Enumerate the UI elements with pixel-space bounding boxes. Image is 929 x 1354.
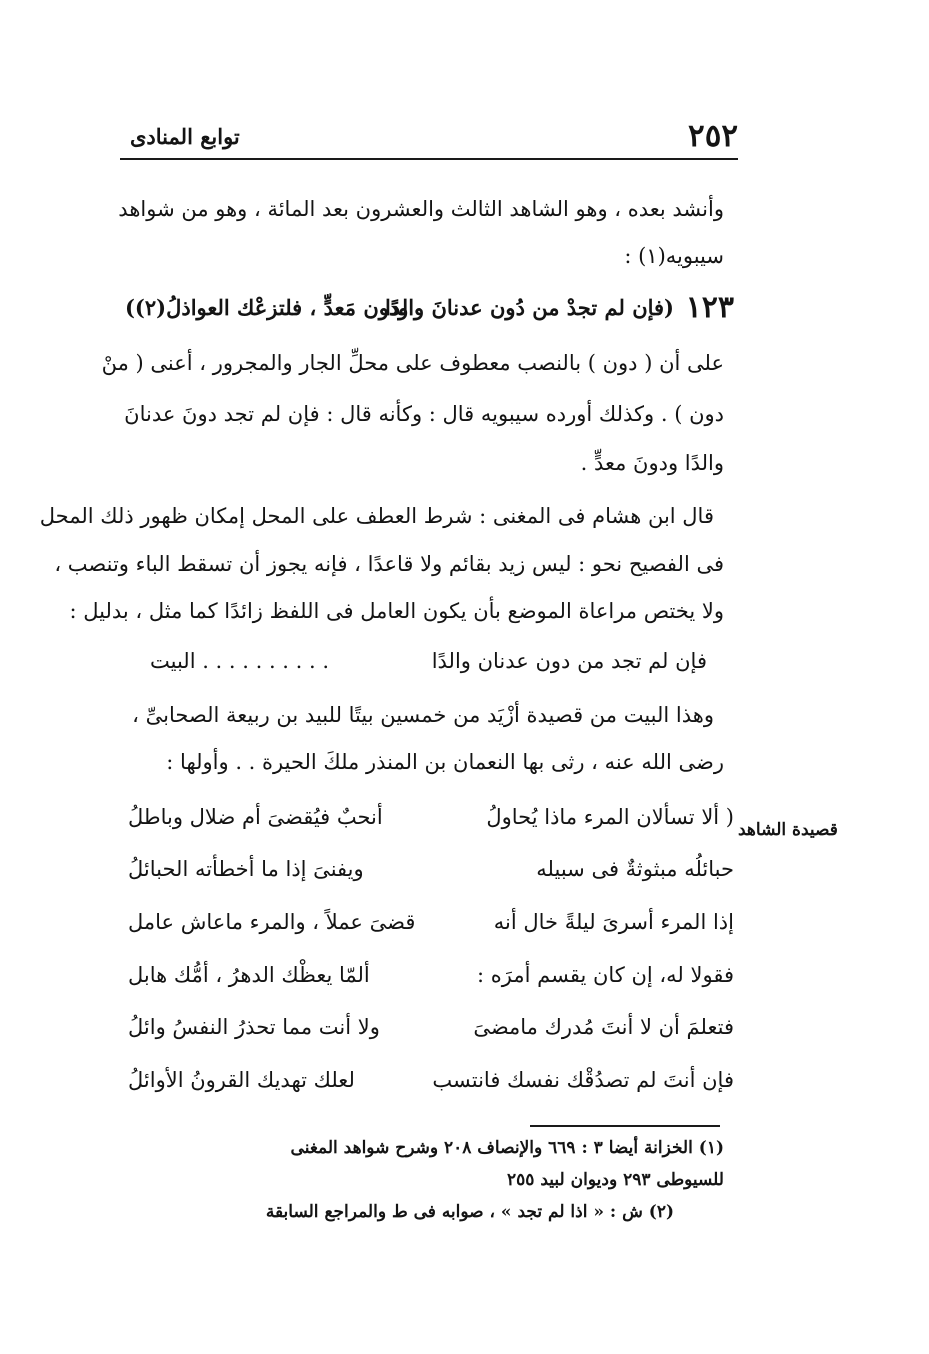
intro-line-2: سيبويه(١) : (624, 244, 724, 268)
poem-verse (128, 963, 734, 997)
main-verse-second-hemistich: ودون مَعدٍّ ، فلتزعْك العواذلُ(٢)) (125, 295, 409, 320)
margin-note: قصيدة الشاهد (738, 820, 838, 840)
intro-line-1: وأنشد بعده ، وهو الشاهد الثالث والعشرون بعد المائة ، وهو من شواهد (118, 197, 724, 221)
page-number: ٢٥٢ (688, 118, 738, 154)
quoted-verse-first: فإن لم تجد من دون عدنان والدًا (431, 649, 707, 673)
paragraph-line: فى الفصيح نحو : ليس زيد بقائم ولا قاعدًا ، فإنه يجوز أن تسقط الباء وتنصب ، (54, 552, 724, 576)
page-header (120, 118, 738, 158)
footnote-1-line-2: للسيوطى ٢٩٣ وديوان لبيد ٢٥٥ (507, 1170, 724, 1190)
commentary-line: على أن ( دون ) بالنصب معطوف على محلِّ الجار والمجرور ، أعنى ( منْ (101, 351, 724, 375)
running-title: توابع المنادى (130, 124, 240, 149)
poem-second-hemistich: قضىَ عملاً ، والمرء ماعاش عامل (128, 910, 416, 934)
poem-first-hemistich: فقولا له، إن كان يقسم أمرَه : (477, 963, 734, 987)
poem-verse (128, 1068, 734, 1102)
commentary-line: دون ) . وكذلك أورده سيبويه قال : وكأنه قال : فإن لم تجد دونَ عدنانَ (124, 402, 724, 426)
paragraph-line: رضى الله عنه ، رثى بها النعمان بن المنذر ملكَ الحيرة . . وأولها : (166, 750, 724, 774)
poem-second-hemistich: ولا أنت مما تحذرُ النفسُ وائلُ (128, 1015, 380, 1039)
paragraph-line: وهذا البيت من قصيدة أزْيَد من خمسين بيتًا للبيد بن ربيعة الصحابىِّ ، (132, 703, 714, 727)
poem-verse (128, 857, 734, 891)
footnote-rule (530, 1125, 720, 1127)
paragraph-line: قال ابن هشام فى المغنى : شرط العطف على المحل إمكان ظهور ذلك المحل (39, 504, 714, 528)
poem-second-hemistich: ويفنىَ إذا ما أخطأته الحبائلُ (128, 857, 364, 881)
poem-first-hemistich: حبائلُه مبثوثةٌ فى سبيله (536, 857, 734, 881)
poem-first-hemistich: إذا المرء أسرىَ ليلةً خال أنه (493, 910, 734, 934)
poem-first-hemistich: فتعلمَ أن لا أنتَ مُدرك مامضىَ (473, 1015, 734, 1039)
poem-second-hemistich: أنحبٌ فيُقضىَ أم ضلال وباطلُ (128, 805, 383, 829)
footnote-2: (٢) ش : « اذا لم تجد » ، صوابه فى ط والمراجع السابقة (265, 1202, 674, 1222)
poem-verse (128, 910, 734, 944)
commentary-line: والدًا ودونَ معدٍّ . (580, 451, 724, 475)
poem-verse (128, 1015, 734, 1049)
header-rule (120, 158, 738, 160)
paragraph-line: ولا يختص مراعاة الموضع بأن يكون العامل فى اللفظ زائدًا كما مثل ، بدليل : (69, 599, 724, 623)
poem-first-hemistich: ( ألا تسألان المرء ماذا يُحاولُ (486, 805, 734, 829)
poem-second-hemistich: ألمّا يعظْك الدهرُ ، أمُّك هابل (128, 963, 370, 987)
poem-second-hemistich: لعلك تهديك القرونُ الأوائلُ (128, 1068, 355, 1092)
poem-first-hemistich: فإن أنتَ لم تصدُقْك نفسك فانتسب (432, 1068, 734, 1092)
footnote-1-line-1: (١) الخزانة أيضا ٣ : ٦٦٩ والإنصاف ٢٠٨ وشرح شواهد المغنى (290, 1138, 724, 1158)
quoted-verse-second: . . . . . . . . . . البيت (150, 649, 330, 673)
poem-verse (128, 805, 734, 839)
main-verse-first-hemistich: (فإن لم تجدْ من دُون عدنانَ والدًا (384, 295, 674, 320)
verse-number: ١٢٣ (685, 290, 734, 325)
